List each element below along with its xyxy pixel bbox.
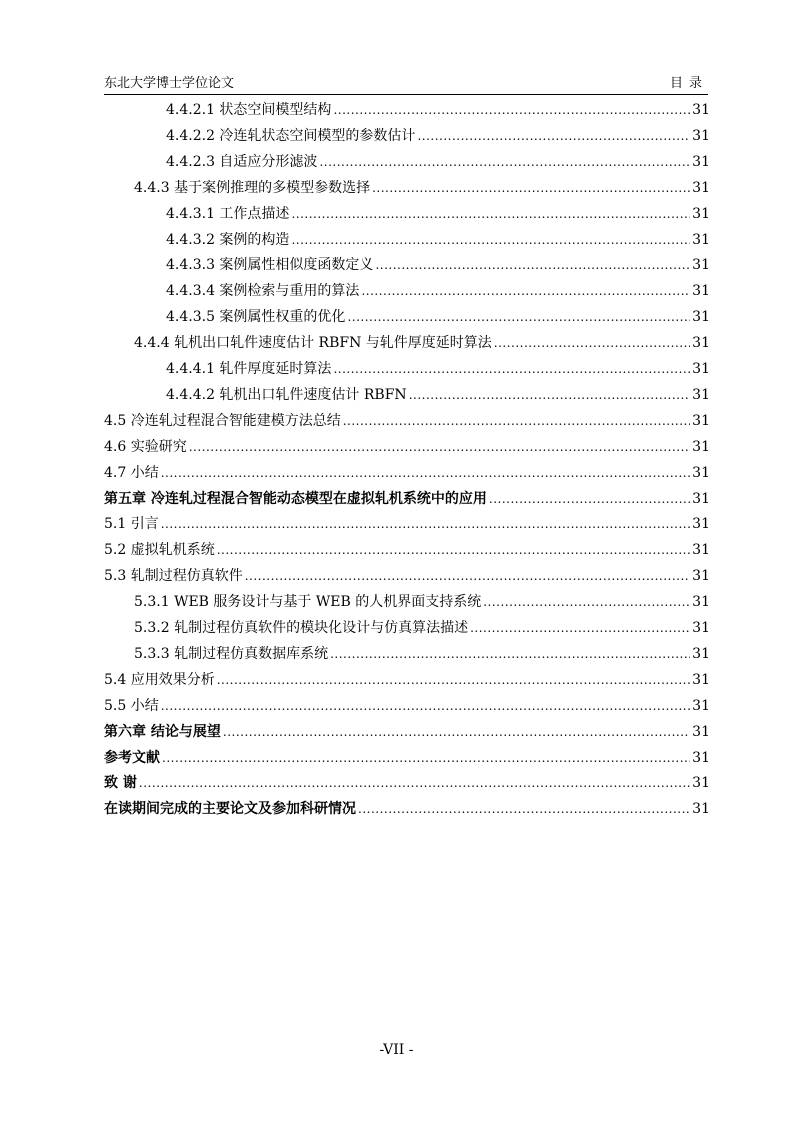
toc-dot-leader	[375, 255, 690, 275]
toc-entry-title: 5.2 虚拟轧机系统	[104, 542, 215, 559]
toc-dot-leader	[217, 670, 690, 690]
toc-entry[interactable]	[134, 178, 710, 198]
toc-dot-leader	[489, 489, 690, 509]
toc-entry-title: 在读期间完成的主要论文及参加科研情况	[104, 801, 356, 818]
toc-entry[interactable]	[166, 281, 710, 301]
toc-dot-leader	[333, 359, 690, 379]
toc-entry-page: 31	[692, 645, 710, 662]
toc-entry-title: 4.4.2.1 状态空间模型结构	[166, 102, 332, 118]
toc-entry-page: 31	[692, 361, 710, 377]
toc-entry-title: 4.4.3.4 案例检索与重用的算法	[166, 283, 360, 300]
toc-entry-page: 31	[692, 697, 710, 714]
toc-entry-title: 4.4.4.2 轧机出口轧件速度估计 RBFN	[166, 386, 407, 403]
toc-dot-leader	[361, 281, 690, 301]
toc-entry-page: 31	[692, 723, 710, 740]
toc-entry[interactable]	[104, 773, 710, 793]
toc-dot-leader	[189, 437, 690, 457]
toc-entry-page: 31	[692, 542, 710, 559]
toc-entry-title: 5.3 轧制过程仿真软件	[104, 568, 243, 585]
toc-entry[interactable]	[166, 230, 710, 250]
toc-entry[interactable]	[166, 204, 710, 224]
toc-entry-title: 4.4.3.2 案例的构造	[166, 231, 290, 248]
toc-entry-page: 31	[692, 594, 710, 611]
toc-entry-page: 31	[692, 464, 710, 481]
toc-entry-title: 4.4.4.1 轧件厚度延时算法	[166, 361, 332, 377]
toc-entry-page: 31	[692, 775, 710, 792]
toc-entry-page: 31	[692, 620, 710, 636]
toc-entry[interactable]	[104, 463, 710, 483]
toc-entry-title: 4.6 实验研究	[104, 438, 187, 455]
toc-entry[interactable]	[104, 670, 710, 690]
toc-dot-leader	[330, 644, 690, 664]
toc-dot-leader	[217, 540, 690, 560]
toc-entry[interactable]	[134, 333, 710, 353]
toc-entry-title: 4.4.3 基于案例推理的多模型参数选择	[134, 179, 371, 196]
toc-dot-leader	[223, 722, 690, 742]
page-number: -VII -	[379, 1042, 414, 1058]
toc-entry-page: 31	[692, 438, 710, 455]
toc-entry-title: 5.1 引言	[104, 516, 159, 533]
toc-entry[interactable]	[104, 489, 710, 509]
toc-entry[interactable]	[104, 722, 710, 742]
toc-entry-page: 31	[692, 127, 710, 144]
toc-entry-title: 致 谢	[104, 775, 137, 792]
toc-entry-page: 31	[692, 205, 710, 222]
toc-entry-title: 5.4 应用效果分析	[104, 671, 215, 688]
toc-entry[interactable]	[166, 385, 710, 405]
toc-dot-leader	[162, 748, 690, 768]
toc-dot-leader	[358, 799, 690, 819]
toc-entry-title: 5.3.3 轧制过程仿真数据库系统	[134, 645, 329, 662]
toc-dot-leader	[291, 204, 690, 224]
toc-entry-title: 4.5 冷连轧过程混合智能建模方法总结	[104, 412, 341, 429]
toc-entry-page: 31	[692, 749, 710, 766]
running-header	[104, 72, 708, 90]
toc-entry-page: 31	[692, 102, 710, 118]
toc-entry-page: 31	[692, 671, 710, 688]
toc-entry-page: 31	[692, 335, 710, 352]
toc-entry[interactable]	[104, 411, 710, 431]
toc-entry[interactable]	[166, 255, 710, 275]
toc-dot-leader	[417, 126, 690, 146]
toc-entry-page: 31	[692, 179, 710, 196]
toc-entry[interactable]	[104, 566, 710, 586]
toc-entry-title: 4.4.3.5 案例属性权重的优化	[166, 309, 346, 326]
toc-entry[interactable]	[104, 437, 710, 457]
toc-entry[interactable]	[134, 618, 710, 638]
toc-dot-leader	[291, 230, 690, 250]
toc-dot-leader	[372, 178, 690, 198]
toc-entry-title: 4.4.4 轧机出口轧件速度估计 RBFN 与轧件厚度延时算法	[134, 335, 492, 352]
toc-dot-leader	[139, 773, 690, 793]
toc-entry[interactable]	[166, 152, 710, 172]
toc-entry-page: 31	[692, 568, 710, 585]
toc-dot-leader	[347, 307, 690, 327]
toc-entry-title: 参考文献	[104, 749, 160, 766]
toc-entry-title: 5.3.1 WEB 服务设计与基于 WEB 的人机界面支持系统	[134, 594, 482, 611]
toc-entry-page: 31	[692, 412, 710, 429]
toc-dot-leader	[343, 411, 690, 431]
toc-entry-title: 4.7 小结	[104, 464, 159, 481]
toc-dot-leader	[245, 566, 690, 586]
toc-entry-page: 31	[692, 490, 710, 507]
toc-entry-page: 31	[692, 801, 710, 818]
toc-dot-leader	[494, 333, 690, 353]
toc-dot-leader	[409, 385, 690, 405]
toc-entry[interactable]	[166, 359, 710, 379]
toc-entry-title: 5.5 小结	[104, 697, 159, 714]
toc-dot-leader	[333, 100, 690, 120]
toc-entry-page: 31	[692, 257, 710, 274]
toc-dot-leader	[470, 618, 690, 638]
toc-entry[interactable]	[104, 696, 710, 716]
toc-entry-title: 第六章 结论与展望	[104, 723, 221, 740]
header-thesis-title: 东北大学博士学位论文	[104, 76, 235, 91]
toc-entry-page: 31	[692, 309, 710, 326]
toc-dot-leader	[161, 696, 690, 716]
toc-dot-leader	[161, 463, 690, 483]
toc-dot-leader	[319, 152, 690, 172]
toc-entry-title: 4.4.2.2 冷连轧状态空间模型的参数估计	[166, 127, 416, 144]
toc-entry[interactable]	[104, 799, 710, 819]
toc-entry-page: 31	[692, 386, 710, 403]
toc-entry-page: 31	[692, 516, 710, 533]
toc-dot-leader	[161, 514, 690, 534]
toc-entry-title: 第五章 冷连轧过程混合智能动态模型在虚拟轧机系统中的应用	[104, 490, 487, 507]
toc-entry[interactable]	[134, 592, 710, 612]
toc-entry[interactable]	[104, 514, 710, 534]
toc-dot-leader	[483, 592, 690, 612]
toc-entry-page: 31	[692, 283, 710, 300]
toc-entry[interactable]	[104, 748, 710, 768]
toc-entry-title: 4.4.3.1 工作点描述	[166, 205, 290, 222]
toc-entry[interactable]	[166, 100, 710, 120]
toc-entry[interactable]	[104, 540, 710, 560]
toc-entry[interactable]	[134, 644, 710, 664]
toc-entry-title: 4.4.3.3 案例属性相似度函数定义	[166, 257, 374, 274]
header-divider	[104, 94, 708, 95]
header-section-name: 目录	[669, 76, 708, 91]
toc-entry-page: 31	[692, 153, 710, 170]
toc-entry[interactable]	[166, 307, 710, 327]
toc-entry-title: 4.4.2.3 自适应分形滤波	[166, 153, 318, 170]
toc-entry-title: 5.3.2 轧制过程仿真软件的模块化设计与仿真算法描述	[134, 620, 469, 636]
toc-entry-page: 31	[692, 231, 710, 248]
toc-entry[interactable]	[166, 126, 710, 146]
